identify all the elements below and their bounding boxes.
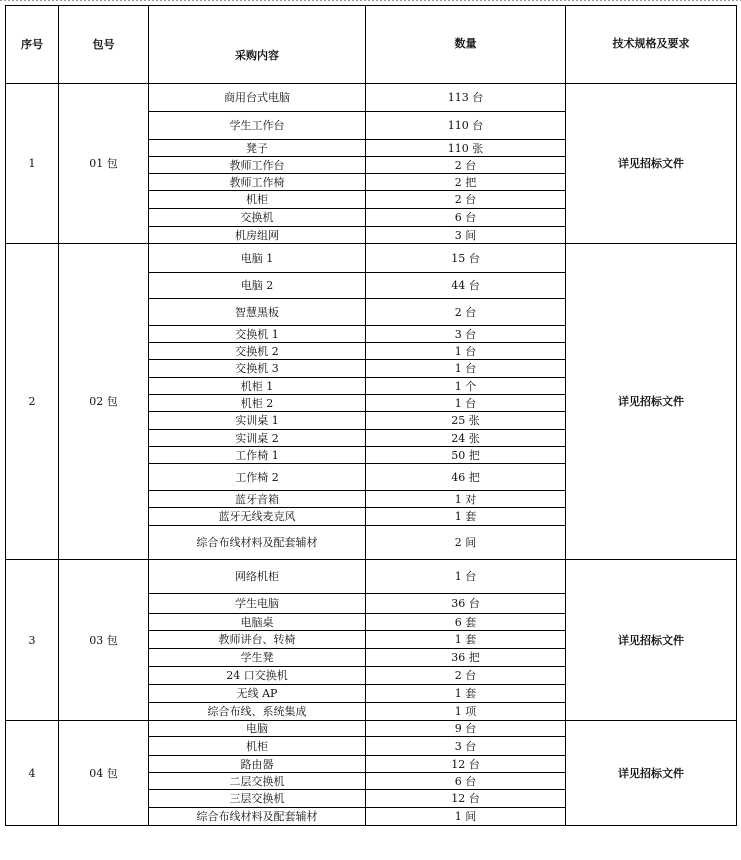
item-quantity-cell: 2 间 (366, 526, 566, 560)
spec-cell: 详见招标文件 (566, 244, 737, 560)
item-quantity-cell: 110 张 (366, 140, 566, 157)
seq-cell: 3 (6, 560, 59, 721)
item-name-cell: 交换机 (149, 209, 366, 227)
item-quantity-cell: 36 台 (366, 594, 566, 614)
item-quantity-cell: 1 台 (366, 395, 566, 412)
item-name-cell: 24 口交换机 (149, 667, 366, 685)
item-quantity-cell: 1 台 (366, 560, 566, 594)
item-quantity-cell: 2 台 (366, 191, 566, 209)
item-quantity-cell: 25 张 (366, 412, 566, 430)
spec-cell: 详见招标文件 (566, 560, 737, 721)
item-name-cell: 网络机柜 (149, 560, 366, 594)
item-quantity-cell: 1 项 (366, 703, 566, 721)
item-name-cell: 工作椅 1 (149, 447, 366, 464)
item-name-cell: 智慧黑板 (149, 299, 366, 326)
table-body (6, 84, 737, 826)
item-name-cell: 电脑桌 (149, 614, 366, 631)
item-name-cell: 路由器 (149, 756, 366, 773)
item-name-cell: 凳子 (149, 140, 366, 157)
spec-cell: 详见招标文件 (566, 84, 737, 244)
package-cell: 01 包 (59, 84, 149, 244)
table-row (6, 244, 737, 273)
item-quantity-cell: 2 台 (366, 157, 566, 174)
item-quantity-cell: 3 台 (366, 737, 566, 756)
table-row (6, 721, 737, 737)
item-quantity-cell: 2 台 (366, 299, 566, 326)
item-quantity-cell: 110 台 (366, 112, 566, 140)
item-quantity-cell: 1 对 (366, 491, 566, 508)
item-name-cell: 三层交换机 (149, 790, 366, 808)
header-content: 采购内容 (149, 6, 366, 84)
item-quantity-cell: 113 台 (366, 84, 566, 112)
header-row (6, 6, 737, 84)
item-quantity-cell: 6 台 (366, 209, 566, 227)
item-name-cell: 教师讲台、转椅 (149, 631, 366, 649)
header-spec: 技术规格及要求 (566, 6, 737, 84)
header-package: 包号 (59, 6, 149, 84)
item-quantity-cell: 6 台 (366, 773, 566, 790)
item-name-cell: 工作椅 2 (149, 464, 366, 491)
item-quantity-cell: 1 套 (366, 508, 566, 526)
header-quantity: 数量 (366, 6, 566, 84)
item-quantity-cell: 1 台 (366, 360, 566, 378)
item-name-cell: 电脑 (149, 721, 366, 737)
item-quantity-cell: 1 间 (366, 808, 566, 826)
item-quantity-cell: 12 台 (366, 756, 566, 773)
seq-cell: 1 (6, 84, 59, 244)
item-quantity-cell: 15 台 (366, 244, 566, 273)
item-name-cell: 综合布线材料及配套辅材 (149, 526, 366, 560)
table-row (6, 84, 737, 112)
item-name-cell: 电脑 1 (149, 244, 366, 273)
item-quantity-cell: 44 台 (366, 273, 566, 299)
package-cell: 02 包 (59, 244, 149, 560)
item-name-cell: 交换机 2 (149, 343, 366, 360)
item-name-cell: 机房组网 (149, 227, 366, 244)
item-name-cell: 教师工作台 (149, 157, 366, 174)
item-name-cell: 蓝牙音箱 (149, 491, 366, 508)
item-quantity-cell: 6 套 (366, 614, 566, 631)
procurement-table (5, 5, 737, 826)
item-name-cell: 电脑 2 (149, 273, 366, 299)
seq-cell: 4 (6, 721, 59, 826)
item-name-cell: 学生电脑 (149, 594, 366, 614)
item-name-cell: 综合布线材料及配套辅材 (149, 808, 366, 826)
item-name-cell: 学生工作台 (149, 112, 366, 140)
item-quantity-cell: 24 张 (366, 430, 566, 447)
item-quantity-cell: 50 把 (366, 447, 566, 464)
item-name-cell: 无线 AP (149, 685, 366, 703)
table-row (6, 560, 737, 594)
package-cell: 03 包 (59, 560, 149, 721)
item-quantity-cell: 9 台 (366, 721, 566, 737)
package-cell: 04 包 (59, 721, 149, 826)
item-name-cell: 教师工作椅 (149, 174, 366, 191)
item-name-cell: 机柜 (149, 191, 366, 209)
item-name-cell: 交换机 3 (149, 360, 366, 378)
seq-cell: 2 (6, 244, 59, 560)
item-quantity-cell: 1 个 (366, 378, 566, 395)
item-name-cell: 交换机 1 (149, 326, 366, 343)
item-name-cell: 学生凳 (149, 649, 366, 667)
item-quantity-cell: 46 把 (366, 464, 566, 491)
item-quantity-cell: 1 套 (366, 631, 566, 649)
item-quantity-cell: 1 台 (366, 343, 566, 360)
item-quantity-cell: 3 台 (366, 326, 566, 343)
item-quantity-cell: 12 台 (366, 790, 566, 808)
item-name-cell: 蓝牙无线麦克风 (149, 508, 366, 526)
item-quantity-cell: 2 台 (366, 667, 566, 685)
top-dashed-rule (0, 0, 741, 1)
item-name-cell: 实训桌 2 (149, 430, 366, 447)
item-name-cell: 二层交换机 (149, 773, 366, 790)
item-name-cell: 综合布线、系统集成 (149, 703, 366, 721)
item-name-cell: 机柜 (149, 737, 366, 756)
item-name-cell: 商用台式电脑 (149, 84, 366, 112)
item-name-cell: 实训桌 1 (149, 412, 366, 430)
item-quantity-cell: 3 间 (366, 227, 566, 244)
header-seq: 序号 (6, 6, 59, 84)
item-quantity-cell: 2 把 (366, 174, 566, 191)
item-quantity-cell: 36 把 (366, 649, 566, 667)
item-quantity-cell: 1 套 (366, 685, 566, 703)
item-name-cell: 机柜 2 (149, 395, 366, 412)
spec-cell: 详见招标文件 (566, 721, 737, 826)
item-name-cell: 机柜 1 (149, 378, 366, 395)
